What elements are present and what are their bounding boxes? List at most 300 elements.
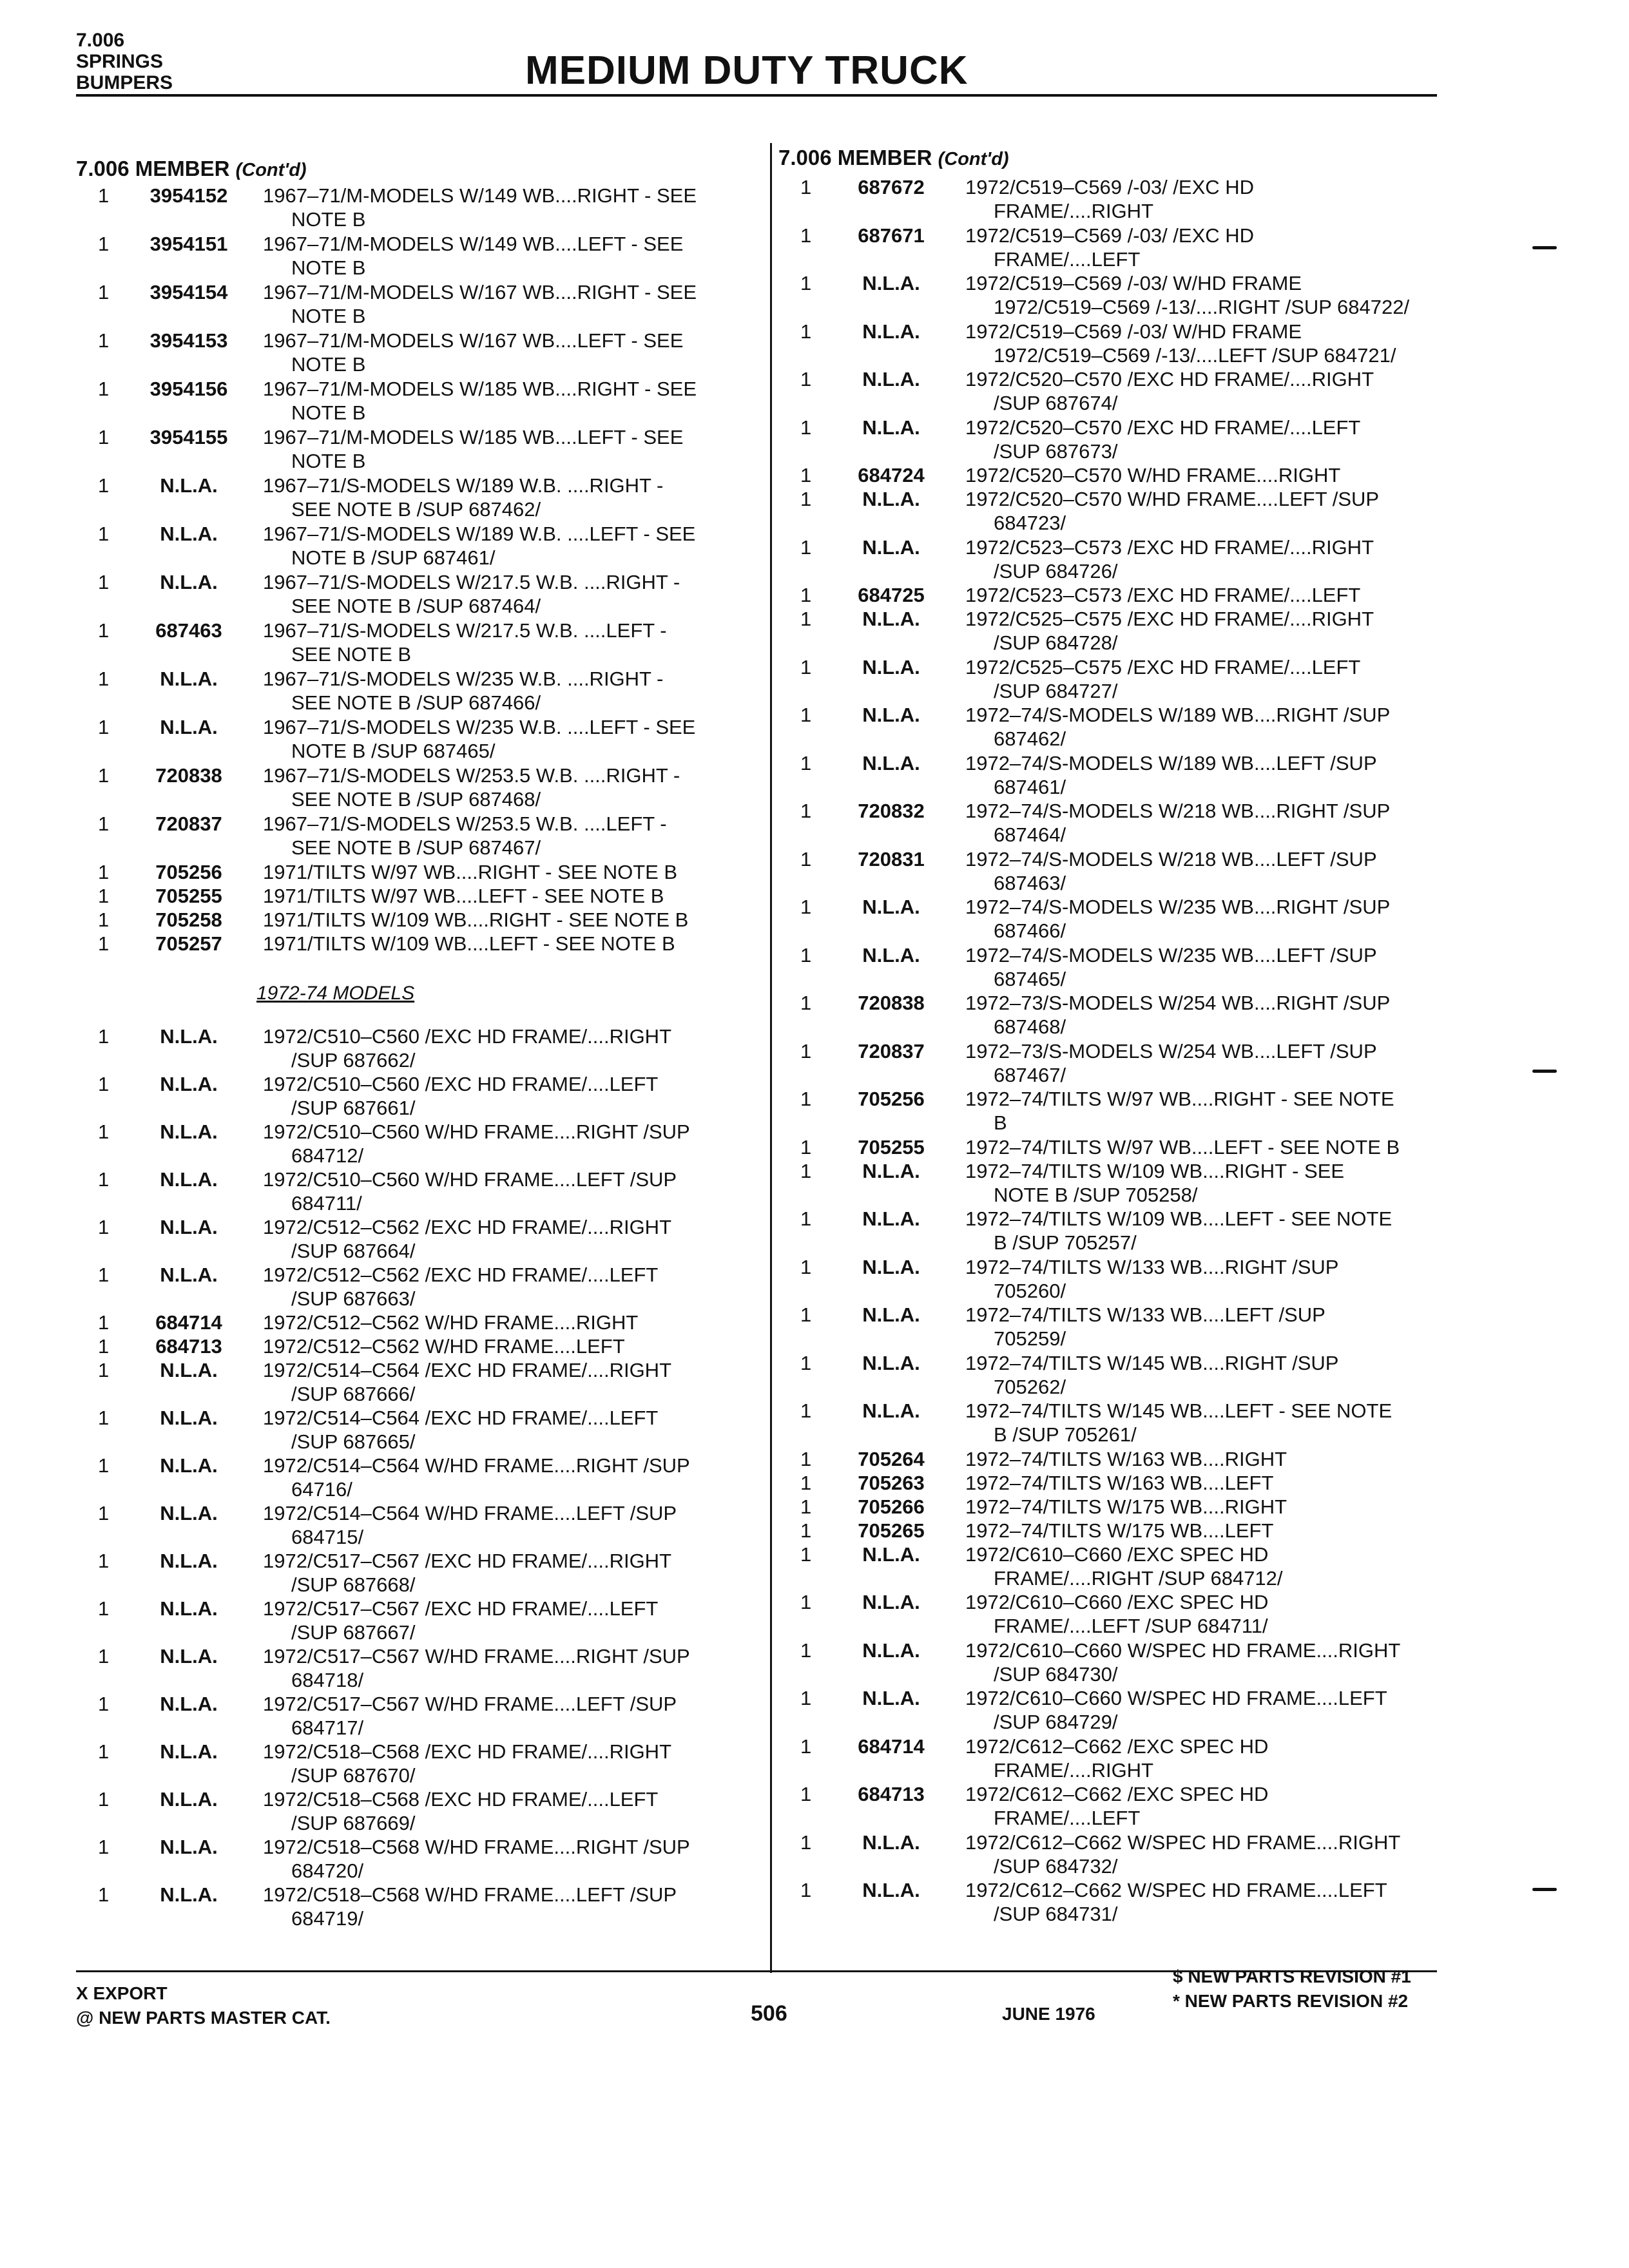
part-qty: 1 — [98, 523, 110, 545]
part-number: N.L.A. — [160, 1264, 218, 1286]
revision-mark — [1532, 1070, 1557, 1073]
part-description-continuation: SEE NOTE B /SUP 687468/ — [291, 788, 541, 811]
part-description — [263, 1120, 791, 1168]
part-description — [965, 1495, 1494, 1519]
part-description — [965, 1590, 1494, 1638]
part-description-line: 1972/C612–C662 W/SPEC HD FRAME....RIGHT — [965, 1831, 1401, 1854]
part-description — [263, 1454, 791, 1501]
part-description-line: 1972/C518–C568 W/HD FRAME....RIGHT /SUP — [263, 1836, 690, 1858]
right-section-heading — [778, 146, 1009, 170]
part-number: 3954156 — [149, 378, 228, 400]
part-description — [263, 1501, 791, 1549]
revision-mark — [1532, 1888, 1557, 1891]
part-description-continuation: SEE NOTE B — [291, 643, 412, 666]
part-description-line: 1972/C510–C560 /EXC HD FRAME/....LEFT — [263, 1073, 659, 1095]
part-qty: 1 — [98, 1025, 110, 1048]
part-description-line: 1972/C510–C560 W/HD FRAME....LEFT /SUP — [263, 1168, 677, 1191]
footer-revision-2: * NEW PARTS REVISION #2 — [1173, 1991, 1409, 2011]
part-number: N.L.A. — [160, 1693, 218, 1715]
part-description-continuation: 687461/ — [994, 775, 1066, 798]
part-qty: 1 — [98, 1597, 110, 1620]
part-number: 3954152 — [149, 184, 228, 207]
part-description-line: 1972/C517–C567 W/HD FRAME....RIGHT /SUP — [263, 1645, 690, 1667]
part-number: 720838 — [858, 992, 925, 1014]
left-section-note: (Cont'd) — [235, 160, 307, 180]
part-description — [263, 1215, 791, 1263]
part-description — [965, 1399, 1494, 1446]
part-description-continuation: 705260/ — [994, 1279, 1066, 1302]
part-qty: 1 — [800, 1447, 812, 1470]
part-description-line: 1971/TILTS W/97 WB....LEFT - SEE NOTE B — [263, 885, 664, 907]
part-description — [263, 1597, 791, 1644]
part-number: N.L.A. — [862, 1831, 920, 1854]
right-section-label: MEMBER — [837, 146, 932, 169]
part-qty: 1 — [98, 1335, 110, 1358]
header-section-code: 7.006 — [76, 30, 125, 51]
part-qty: 1 — [98, 1311, 110, 1334]
part-description-continuation: /SUP 687673/ — [994, 439, 1118, 463]
part-description-line: 1972–74/TILTS W/97 WB....RIGHT - SEE NOTE — [965, 1088, 1394, 1110]
part-description — [965, 320, 1494, 367]
part-description-line: 1972/C514–C564 W/HD FRAME....LEFT /SUP — [263, 1502, 677, 1524]
part-qty: 1 — [800, 800, 812, 822]
part-qty: 1 — [98, 668, 110, 690]
part-qty: 1 — [800, 488, 812, 510]
part-description-continuation: SEE NOTE B /SUP 687462/ — [291, 498, 541, 521]
part-description-line: 1972/C612–C662 W/SPEC HD FRAME....LEFT — [965, 1879, 1387, 1901]
part-description-continuation: B /SUP 705261/ — [994, 1423, 1137, 1446]
part-number: N.L.A. — [160, 1645, 218, 1667]
part-number: N.L.A. — [862, 943, 920, 966]
part-description-continuation: SEE NOTE B /SUP 687467/ — [291, 836, 541, 859]
part-description-line: 1972/C525–C575 /EXC HD FRAME/....RIGHT — [965, 608, 1374, 630]
part-description — [965, 847, 1494, 895]
part-description — [965, 1447, 1494, 1471]
part-qty: 1 — [800, 655, 812, 678]
part-qty: 1 — [98, 1836, 110, 1858]
part-number: N.L.A. — [862, 751, 920, 774]
part-description-continuation: /SUP 687664/ — [291, 1240, 416, 1262]
part-description-continuation: /SUP 684729/ — [994, 1711, 1118, 1733]
part-description-line: 1972/C610–C660 /EXC SPEC HD — [965, 1591, 1269, 1613]
part-description-line: 1972/C514–C564 /EXC HD FRAME/....RIGHT — [263, 1359, 672, 1381]
part-description — [965, 1639, 1494, 1686]
part-description-line: 1972–74/S-MODELS W/218 WB....RIGHT /SUP — [965, 800, 1391, 822]
part-number: 720837 — [858, 1039, 925, 1062]
part-description-line: 1972/C525–C575 /EXC HD FRAME/....LEFT — [965, 655, 1361, 678]
part-description-continuation: /SUP 684727/ — [994, 679, 1118, 702]
part-description-line: 1972–74/TILTS W/163 WB....RIGHT — [965, 1447, 1287, 1470]
part-number: N.L.A. — [862, 1639, 920, 1662]
part-number: 720838 — [155, 764, 222, 787]
part-number: 684725 — [858, 584, 925, 606]
part-description-line: 1967–71/M-MODELS W/149 WB....RIGHT - SEE — [263, 184, 697, 207]
part-description-line: 1972/C512–C562 /EXC HD FRAME/....RIGHT — [263, 1216, 672, 1238]
part-description-continuation: 687466/ — [994, 919, 1066, 942]
part-description — [965, 416, 1494, 463]
part-description-continuation: /SUP 687667/ — [291, 1621, 416, 1644]
part-number: 3954155 — [149, 426, 228, 448]
part-description-continuation: 687464/ — [994, 823, 1066, 846]
part-description-line: 1972/C512–C562 W/HD FRAME....LEFT — [263, 1335, 625, 1358]
part-description-continuation: 1972/C519–C569 /-13/....LEFT /SUP 684721/ — [994, 343, 1396, 367]
part-number: N.L.A. — [862, 608, 920, 630]
part-description-line: 1971/TILTS W/97 WB....RIGHT - SEE NOTE B — [263, 861, 678, 883]
part-description — [965, 1686, 1494, 1734]
part-description-continuation: 687467/ — [994, 1063, 1066, 1086]
part-description-continuation: /SUP 687663/ — [291, 1287, 416, 1310]
part-description-line: 1972–74/TILTS W/109 WB....LEFT - SEE NOTE — [965, 1207, 1393, 1230]
part-number: N.L.A. — [862, 896, 920, 918]
part-description-line: 1972–74/TILTS W/133 WB....RIGHT /SUP — [965, 1255, 1339, 1278]
part-qty: 1 — [98, 1550, 110, 1572]
part-description-line: 1972–74/S-MODELS W/189 WB....LEFT /SUP — [965, 751, 1377, 774]
part-number: 684713 — [155, 1335, 222, 1358]
part-qty: 1 — [98, 1407, 110, 1429]
part-description-continuation: /SUP 684731/ — [994, 1903, 1118, 1925]
part-number: 705255 — [858, 1135, 925, 1158]
part-number: N.L.A. — [160, 1168, 218, 1191]
part-qty: 1 — [800, 1159, 812, 1182]
part-description-line: 1972/C520–C570 /EXC HD FRAME/....RIGHT — [965, 368, 1374, 390]
part-number: 705263 — [858, 1471, 925, 1494]
part-description-line: 1972/C514–C564 /EXC HD FRAME/....LEFT — [263, 1407, 659, 1429]
part-number: N.L.A. — [160, 1883, 218, 1906]
part-description-line: 1972/C519–C569 /-03/ /EXC HD — [965, 176, 1255, 198]
part-qty: 1 — [98, 1264, 110, 1286]
part-description — [263, 329, 791, 376]
part-number: N.L.A. — [160, 1120, 218, 1143]
part-number: N.L.A. — [160, 1740, 218, 1763]
part-qty: 1 — [800, 464, 812, 486]
part-description-line: 1972/C514–C564 W/HD FRAME....RIGHT /SUP — [263, 1454, 690, 1477]
part-description — [263, 812, 791, 860]
part-description — [965, 1351, 1494, 1399]
part-description — [965, 535, 1494, 583]
part-description-line: 1967–71/M-MODELS W/185 WB....LEFT - SEE — [263, 426, 684, 448]
part-description-line: 1972–74/S-MODELS W/218 WB....LEFT /SUP — [965, 847, 1377, 870]
part-description-line: 1972/C517–C567 /EXC HD FRAME/....RIGHT — [263, 1550, 672, 1572]
part-description — [263, 1334, 791, 1358]
part-description — [263, 619, 791, 666]
part-description — [263, 884, 791, 908]
part-number: 705255 — [155, 885, 222, 907]
left-section-code: 7.006 — [76, 157, 130, 180]
part-description-line: 1972–74/TILTS W/97 WB....LEFT - SEE NOTE B — [965, 1135, 1400, 1158]
part-description — [263, 1406, 791, 1454]
part-description — [965, 583, 1494, 607]
part-description — [263, 522, 791, 570]
part-number: N.L.A. — [160, 1597, 218, 1620]
part-qty: 1 — [98, 1359, 110, 1381]
part-description-continuation: FRAME/....RIGHT — [994, 1758, 1153, 1782]
part-number: N.L.A. — [862, 1255, 920, 1278]
page-number: 506 — [751, 2001, 787, 2026]
part-number: N.L.A. — [160, 1836, 218, 1858]
right-section-note: (Cont'd) — [938, 149, 1009, 169]
part-description-continuation: 705259/ — [994, 1327, 1066, 1350]
part-description-line: 1967–71/S-MODELS W/217.5 W.B. ....RIGHT - — [263, 571, 680, 593]
footer-export-note: X EXPORT — [76, 1983, 168, 2003]
part-description — [965, 1207, 1494, 1254]
part-description-continuation: NOTE B /SUP 687461/ — [291, 546, 496, 569]
part-number: N.L.A. — [862, 1351, 920, 1374]
part-qty: 1 — [800, 1135, 812, 1158]
part-qty: 1 — [800, 1687, 812, 1709]
footer-date: JUNE 1976 — [1002, 2004, 1095, 2024]
part-description-line: 1967–71/S-MODELS W/253.5 W.B. ....RIGHT - — [263, 764, 680, 787]
part-description — [263, 860, 791, 884]
part-description-continuation: FRAME/....LEFT — [994, 247, 1141, 271]
part-description-continuation: NOTE B — [291, 256, 366, 279]
part-description-continuation: /SUP 687668/ — [291, 1573, 416, 1596]
part-description-continuation: 687465/ — [994, 967, 1066, 990]
part-number: N.L.A. — [862, 1879, 920, 1901]
part-description-continuation: NOTE B — [291, 353, 366, 376]
part-description — [263, 1024, 791, 1072]
header-line-springs: SPRINGS — [76, 51, 164, 72]
part-number: N.L.A. — [862, 1303, 920, 1326]
part-description — [965, 1471, 1494, 1495]
part-description-continuation: SEE NOTE B /SUP 687464/ — [291, 595, 541, 617]
part-description-line: 1967–71/M-MODELS W/167 WB....LEFT - SEE — [263, 329, 684, 352]
part-number: N.L.A. — [160, 1788, 218, 1811]
part-qty: 1 — [98, 329, 110, 352]
revision-mark — [1532, 246, 1557, 249]
part-number: N.L.A. — [862, 655, 920, 678]
part-qty: 1 — [800, 992, 812, 1014]
part-description — [263, 474, 791, 521]
part-qty: 1 — [98, 1693, 110, 1715]
part-description-continuation: NOTE B /SUP 705258/ — [994, 1183, 1198, 1206]
part-qty: 1 — [800, 1639, 812, 1662]
part-description-continuation: /SUP 687674/ — [994, 392, 1118, 414]
part-number: N.L.A. — [862, 1159, 920, 1182]
part-number: N.L.A. — [160, 1073, 218, 1095]
part-number: 720831 — [858, 847, 925, 870]
part-qty: 1 — [98, 764, 110, 787]
part-description — [263, 1549, 791, 1597]
part-number: 684714 — [155, 1311, 222, 1334]
part-qty: 1 — [800, 535, 812, 559]
part-description-continuation: /SUP 687666/ — [291, 1383, 416, 1405]
part-description — [263, 425, 791, 473]
part-qty: 1 — [800, 1495, 812, 1518]
part-qty: 1 — [98, 1740, 110, 1763]
part-number: 684713 — [858, 1783, 925, 1805]
part-description-line: 1967–71/S-MODELS W/253.5 W.B. ....LEFT - — [263, 812, 667, 835]
part-description-line: 1972/C612–C662 /EXC SPEC HD — [965, 1783, 1269, 1805]
part-qty: 1 — [800, 416, 812, 439]
part-qty: 1 — [800, 1351, 812, 1374]
part-description — [965, 1159, 1494, 1207]
left-section-heading — [76, 157, 307, 181]
part-description-line: 1967–71/M-MODELS W/167 WB....RIGHT - SEE — [263, 281, 697, 303]
part-qty: 1 — [800, 1735, 812, 1758]
part-number: 684714 — [858, 1735, 925, 1758]
part-description-line: 1972–74/TILTS W/175 WB....LEFT — [965, 1519, 1274, 1542]
part-description-continuation: B — [994, 1111, 1007, 1134]
part-description-continuation: 684711/ — [291, 1192, 362, 1215]
part-qty: 1 — [98, 619, 110, 642]
part-description-continuation: 1972/C519–C569 /-13/....RIGHT /SUP 684722/ — [994, 296, 1410, 318]
part-number: 720832 — [858, 800, 925, 822]
part-description-line: 1971/TILTS W/109 WB....LEFT - SEE NOTE B — [263, 932, 675, 955]
part-number: N.L.A. — [862, 320, 920, 343]
part-qty: 1 — [98, 1168, 110, 1191]
part-description — [965, 1878, 1494, 1926]
part-description-line: 1972–74/TILTS W/133 WB....LEFT /SUP — [965, 1303, 1325, 1326]
part-number: N.L.A. — [160, 523, 218, 545]
part-qty: 1 — [98, 812, 110, 835]
part-qty: 1 — [800, 1591, 812, 1613]
part-description-line: 1972/C512–C562 /EXC HD FRAME/....LEFT — [263, 1264, 659, 1286]
part-description — [263, 1740, 791, 1787]
footer-master-note: @ NEW PARTS MASTER CAT. — [76, 2008, 331, 2028]
part-description — [965, 1782, 1494, 1830]
part-description-line: 1972–74/S-MODELS W/189 WB....RIGHT /SUP — [965, 704, 1391, 726]
part-description — [263, 1072, 791, 1120]
part-description-continuation: NOTE B — [291, 208, 366, 231]
part-description-continuation: 684712/ — [291, 1144, 364, 1167]
part-description-continuation: NOTE B — [291, 305, 366, 327]
part-description-line: 1967–71/S-MODELS W/189 W.B. ....RIGHT - — [263, 474, 664, 497]
part-description-continuation: FRAME/....RIGHT — [994, 200, 1153, 222]
part-number: N.L.A. — [160, 1025, 218, 1048]
part-number: N.L.A. — [862, 1399, 920, 1422]
part-description — [965, 1735, 1494, 1782]
part-qty: 1 — [800, 1207, 812, 1230]
footer-revision-1: $ NEW PARTS REVISION #1 — [1173, 1966, 1411, 1986]
part-description-continuation: 687462/ — [994, 727, 1066, 750]
header-line-bumpers: BUMPERS — [76, 72, 173, 93]
part-description-line: 1972/C610–C660 /EXC SPEC HD — [965, 1542, 1269, 1566]
part-description — [965, 751, 1494, 799]
part-number: N.L.A. — [160, 668, 218, 690]
part-description — [965, 655, 1494, 703]
part-qty: 1 — [800, 1542, 812, 1566]
part-qty: 1 — [98, 233, 110, 255]
part-description — [965, 271, 1494, 319]
part-description-continuation: 684720/ — [291, 1860, 364, 1882]
part-description — [965, 799, 1494, 847]
part-description-line: 1972/C518–C568 W/HD FRAME....LEFT /SUP — [263, 1883, 677, 1906]
part-description — [965, 607, 1494, 655]
part-description — [263, 1787, 791, 1835]
part-description — [263, 1692, 791, 1740]
part-description — [965, 175, 1494, 223]
part-qty: 1 — [98, 885, 110, 907]
part-description — [965, 367, 1494, 415]
part-number: N.L.A. — [160, 1407, 218, 1429]
part-description-line: 1972–73/S-MODELS W/254 WB....RIGHT /SUP — [965, 992, 1391, 1014]
part-description-continuation: /SUP 684726/ — [994, 559, 1118, 582]
part-qty: 1 — [800, 1255, 812, 1278]
part-description — [263, 764, 791, 811]
part-qty: 1 — [98, 1883, 110, 1906]
part-number: N.L.A. — [862, 1687, 920, 1709]
part-number: N.L.A. — [160, 474, 218, 497]
part-description — [965, 991, 1494, 1039]
part-number: 3954153 — [149, 329, 228, 352]
part-description-line: 1972/C518–C568 /EXC HD FRAME/....LEFT — [263, 1788, 659, 1811]
part-number: N.L.A. — [862, 272, 920, 294]
part-qty: 1 — [98, 932, 110, 955]
part-description-line: 1972/C523–C573 /EXC HD FRAME/....RIGHT — [965, 535, 1374, 559]
part-description-continuation: 684723/ — [994, 512, 1066, 534]
part-description-line: 1972/C517–C567 W/HD FRAME....LEFT /SUP — [263, 1693, 677, 1715]
part-description — [263, 570, 791, 618]
part-description-line: 1972/C610–C660 W/SPEC HD FRAME....RIGHT — [965, 1639, 1401, 1662]
part-description-line: 1967–71/S-MODELS W/235 W.B. ....RIGHT - — [263, 668, 664, 690]
part-description-line: 1972/C510–C560 W/HD FRAME....RIGHT /SUP — [263, 1120, 690, 1143]
part-qty: 1 — [800, 943, 812, 966]
part-number: N.L.A. — [862, 704, 920, 726]
part-description-continuation: 684719/ — [291, 1907, 364, 1930]
part-description — [965, 1542, 1494, 1590]
part-description-continuation: /SUP 687665/ — [291, 1430, 416, 1453]
part-number: 720837 — [155, 812, 222, 835]
part-description — [263, 932, 791, 956]
part-qty: 1 — [800, 584, 812, 606]
part-description — [263, 1835, 791, 1883]
part-description-continuation: 684717/ — [291, 1716, 364, 1739]
part-description-line: 1972/C520–C570 W/HD FRAME....RIGHT — [965, 464, 1341, 486]
part-number: N.L.A. — [160, 1550, 218, 1572]
part-description-continuation: 684718/ — [291, 1669, 364, 1691]
part-description — [263, 184, 791, 231]
part-qty: 1 — [98, 1120, 110, 1143]
part-qty: 1 — [800, 368, 812, 390]
part-number: N.L.A. — [862, 1542, 920, 1566]
part-description-line: 1972/C520–C570 W/HD FRAME....LEFT /SUP — [965, 488, 1380, 510]
part-description-line: 1967–71/M-MODELS W/185 WB....RIGHT - SEE — [263, 378, 697, 400]
part-description — [965, 895, 1494, 943]
part-description-continuation: /SUP 684730/ — [994, 1662, 1118, 1686]
part-number: 687672 — [858, 176, 925, 198]
part-description — [263, 1168, 791, 1215]
part-qty: 1 — [98, 378, 110, 400]
part-number: N.L.A. — [160, 716, 218, 738]
part-qty: 1 — [800, 272, 812, 294]
page-title: MEDIUM DUTY TRUCK — [525, 48, 969, 93]
part-number: N.L.A. — [862, 416, 920, 439]
part-description-line: 1971/TILTS W/109 WB....RIGHT - SEE NOTE B — [263, 908, 689, 931]
part-description — [965, 1303, 1494, 1350]
part-description-line: 1972–74/S-MODELS W/235 WB....LEFT /SUP — [965, 943, 1377, 966]
part-description — [965, 943, 1494, 991]
part-number: 705256 — [858, 1088, 925, 1110]
part-description — [263, 1263, 791, 1311]
part-qty: 1 — [800, 751, 812, 774]
part-description-continuation: NOTE B — [291, 401, 366, 424]
part-description — [263, 1644, 791, 1692]
part-description-line: 1972–74/TILTS W/175 WB....RIGHT — [965, 1495, 1287, 1518]
right-section-code: 7.006 — [778, 146, 832, 169]
part-number: N.L.A. — [160, 1454, 218, 1477]
part-description-line: 1967–71/S-MODELS W/217.5 W.B. ....LEFT - — [263, 619, 667, 642]
part-number: N.L.A. — [160, 571, 218, 593]
part-qty: 1 — [98, 1073, 110, 1095]
part-number: 705257 — [155, 932, 222, 955]
part-qty: 1 — [98, 1502, 110, 1524]
part-description-continuation: 705262/ — [994, 1375, 1066, 1398]
part-description-line: 1972/C512–C562 W/HD FRAME....RIGHT — [263, 1311, 639, 1334]
part-description-continuation: NOTE B /SUP 687465/ — [291, 740, 496, 762]
part-number: 684724 — [858, 464, 925, 486]
part-qty: 1 — [800, 896, 812, 918]
part-qty: 1 — [800, 1879, 812, 1901]
